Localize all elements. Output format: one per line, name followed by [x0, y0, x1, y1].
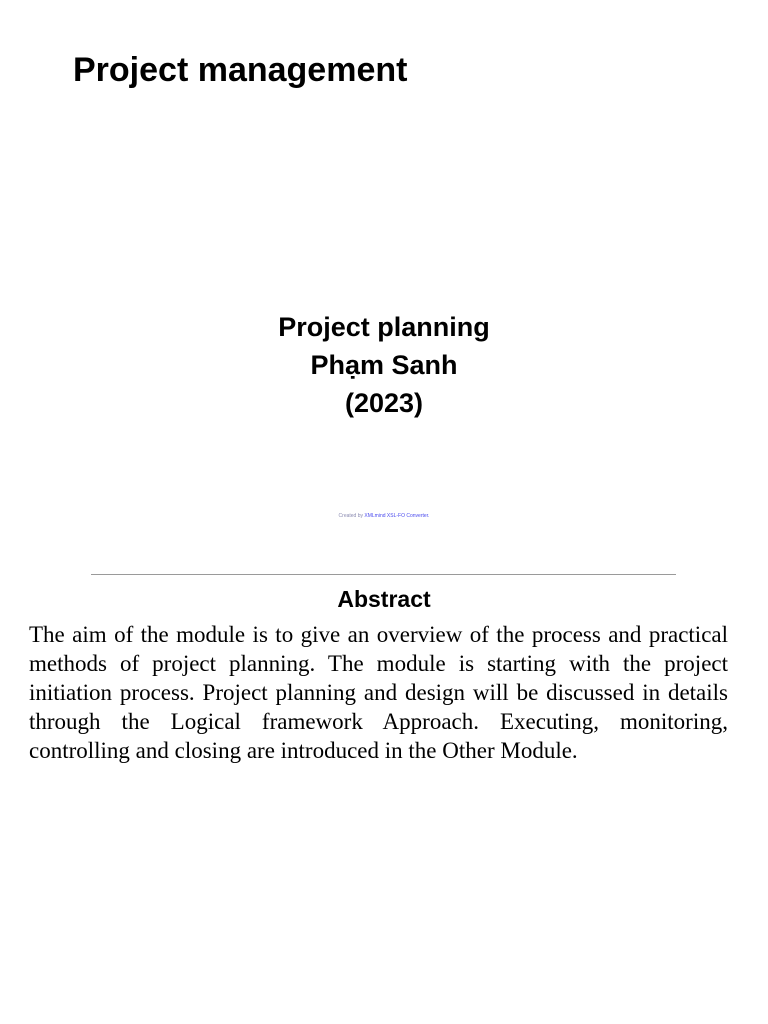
- abstract-body: The aim of the module is to give an overview of the process and practical methods of project planning. The module is starting with the project initiation process. Project planning and design will be discussed in details through the Logical framework Approach. Executing, monitoring, controlling and closing are introduced in the Other Module.: [29, 622, 728, 763]
- section-divider: [91, 574, 676, 575]
- publication-year: (2023): [344, 388, 424, 418]
- author-name: Phạm Sanh: [310, 350, 458, 380]
- title-block: [0, 308, 768, 422]
- converter-credit-prefix: Created by: [338, 513, 365, 519]
- converter-credit: [0, 513, 768, 520]
- document-title: Project management: [73, 51, 408, 89]
- converter-credit-brand: XMLmind XSL-FO Converter.: [364, 513, 430, 519]
- abstract-heading: Abstract: [337, 586, 431, 612]
- document-subtitle: Project planning: [278, 312, 490, 342]
